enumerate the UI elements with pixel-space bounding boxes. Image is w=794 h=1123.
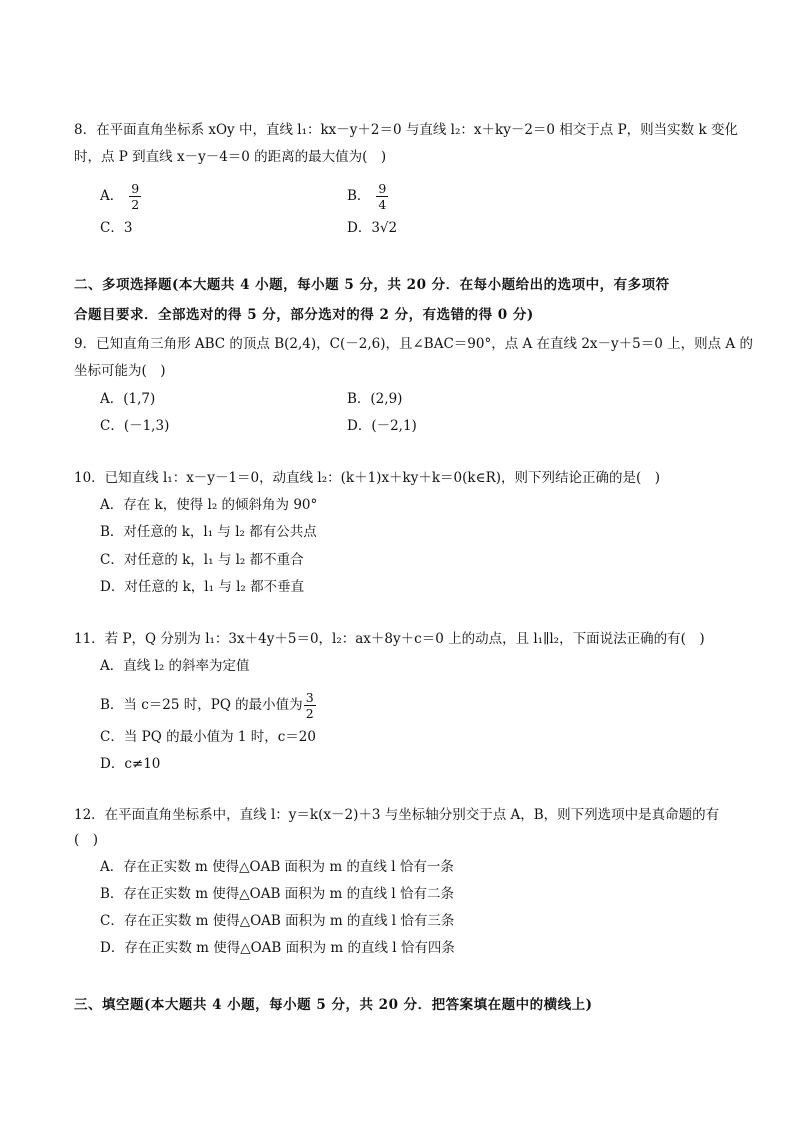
q8-option-a-denominator: 2 xyxy=(131,197,140,212)
q8-option-b-numerator: 9 xyxy=(378,181,387,196)
section2-heading-line1: 二、多项选择题(本大题共 4 小题，每小题 5 分，共 20 分．在每小题给出的选项中，有多项符 xyxy=(74,277,670,293)
section2-heading-line2: 合题目要求．全部选对的得 5 分，部分选对的得 2 分，有选错的得 0 分) xyxy=(74,307,534,323)
q8-option-b-denominator: 4 xyxy=(378,197,387,212)
q8-option-d: D．3√2 xyxy=(347,220,398,236)
q9-stem-line1: 9．已知直角三角形 ABC 的顶点 B(2,4)，C(－2,6)，且∠BAC＝90°，点 A 在直线 2x－y＋5＝0 上，则点 A 的 xyxy=(74,336,753,352)
q12-option-b: B．存在正实数 m 使得△OAB 面积为 m 的直线 l 恰有二条 xyxy=(100,886,454,902)
q8-option-b xyxy=(347,181,388,212)
q9-option-c: C．(－1,3) xyxy=(100,418,170,434)
q12-option-d: D．存在正实数 m 使得△OAB 面积为 m 的直线 l 恰有四条 xyxy=(100,940,455,956)
q8-option-b-fraction xyxy=(376,181,388,212)
section3-heading: 三、填空题(本大题共 4 小题，每小题 5 分，共 20 分．把答案填在题中的横线上) xyxy=(74,997,593,1013)
q9-option-b: B．(2,9) xyxy=(347,391,403,407)
q8-option-b-label: B． xyxy=(347,188,371,204)
q11-option-b-text: B．当 c＝25 时，PQ 的最小值为 xyxy=(100,697,303,713)
q8-option-a-numerator: 9 xyxy=(131,181,140,196)
q9-option-d: D．(－2,1) xyxy=(347,418,417,434)
q11-option-d: D．c≠10 xyxy=(100,756,161,772)
q11-stem: 11．若 P，Q 分别为 l₁：3x＋4y＋5＝0，l₂：ax＋8y＋c＝0 上的动点，且 l₁∥l₂，下面说法正确的有( ) xyxy=(74,631,705,647)
q8-option-a xyxy=(100,181,141,212)
q12-option-a: A．存在正实数 m 使得△OAB 面积为 m 的直线 l 恰有一条 xyxy=(100,859,454,875)
q8-option-c: C．3 xyxy=(100,220,133,236)
q11-option-b-fraction xyxy=(304,690,316,721)
q10-option-d: D．对任意的 k，l₁ 与 l₂ 都不垂直 xyxy=(100,579,305,595)
q8-stem-line2: 时，点 P 到直线 x－y－4＝0 的距离的最大值为( ) xyxy=(74,149,387,165)
q10-option-b: B．对任意的 k，l₁ 与 l₂ 都有公共点 xyxy=(100,524,317,540)
q9-option-a: A．(1,7) xyxy=(100,391,156,407)
q8-option-a-label: A． xyxy=(100,188,124,204)
q11-option-b-denominator: 2 xyxy=(305,706,314,721)
q12-stem-line2: ( ) xyxy=(74,832,99,848)
q11-option-a: A．直线 l₂ 的斜率为定值 xyxy=(100,658,250,674)
q10-option-a: A．存在 k，使得 l₂ 的倾斜角为 90° xyxy=(100,497,318,513)
q11-option-b xyxy=(100,690,316,721)
q8-stem-line1: 8．在平面直角坐标系 xOy 中，直线 l₁：kx－y＋2＝0 与直线 l₂：x＋ky－2＝0 相交于点 P，则当实数 k 变化 xyxy=(74,122,738,138)
q12-stem-line1: 12．在平面直角坐标系中，直线 l：y＝k(x－2)＋3 与坐标轴分别交于点 A，B，则下列选项中是真命题的有 xyxy=(74,807,720,823)
q10-stem: 10．已知直线 l₁：x－y－1＝0，动直线 l₂：(k＋1)x＋ky＋k＝0(k∈R)，则下列结论正确的是( ) xyxy=(74,470,661,486)
q11-option-b-numerator: 3 xyxy=(305,690,314,705)
q11-option-c: C．当 PQ 的最小值为 1 时，c＝20 xyxy=(100,729,316,745)
q10-option-c: C．对任意的 k，l₁ 与 l₂ 都不重合 xyxy=(100,552,304,568)
q8-option-a-fraction xyxy=(129,181,141,212)
q12-option-c: C．存在正实数 m 使得△OAB 面积为 m 的直线 l 恰有三条 xyxy=(100,913,455,929)
q9-stem-line2: 坐标可能为( ) xyxy=(74,363,166,379)
